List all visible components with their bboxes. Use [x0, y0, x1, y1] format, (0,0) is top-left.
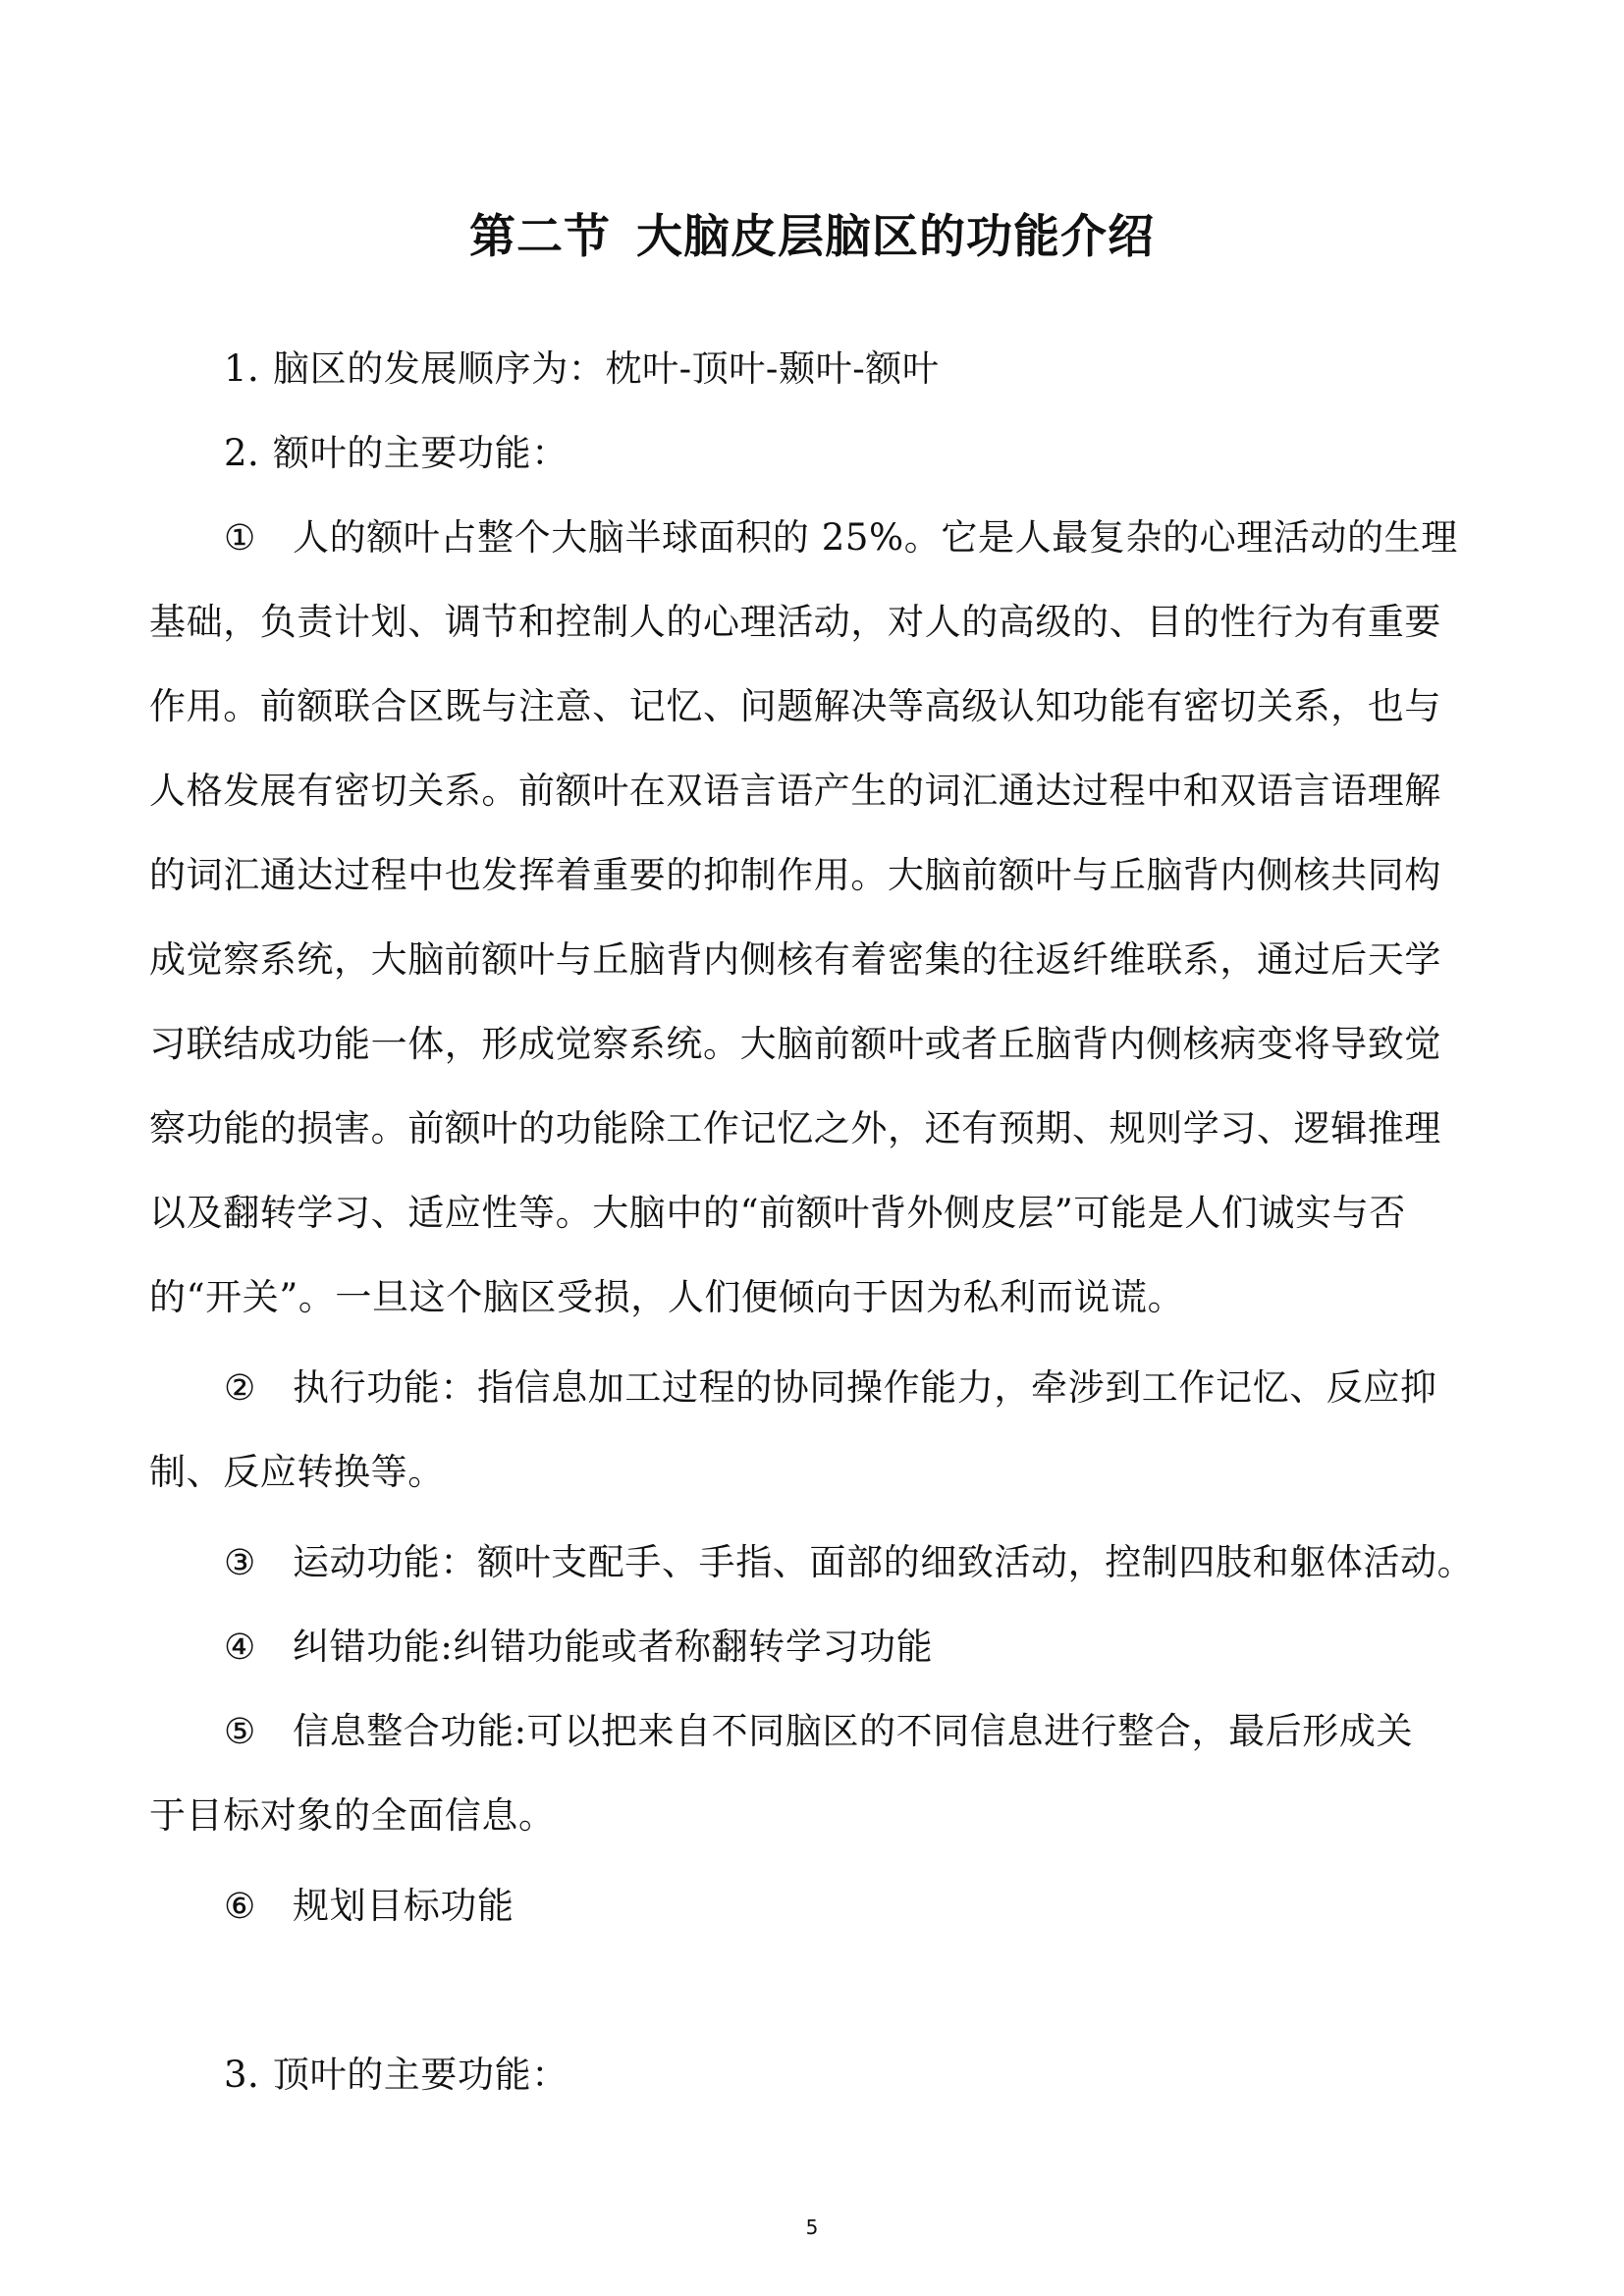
list-item-3	[224, 2052, 1559, 2099]
paragraph-frontal-6	[224, 1883, 1559, 1931]
paragraph-text: 运动功能：额叶支配手、手指、面部的细致活动，控制四肢和躯体活动。	[293, 1541, 1475, 1583]
item-text: 脑区的发展顺序为：枕叶-顶叶-颞叶-额叶	[273, 347, 940, 390]
paragraph-frontal-4	[224, 1624, 1559, 1672]
paragraph-frontal-1-line-8: 察功能的损害。前额叶的功能除工作记忆之外，还有预期、规则学习、逻辑推理	[149, 1107, 1441, 1149]
paragraph-frontal-1-line-4: 人格发展有密切关系。前额叶在双语言语产生的词汇通达过程中和双语言语理解	[149, 770, 1441, 812]
section-label: 第二节	[469, 210, 611, 264]
item-text: 额叶的主要功能：	[273, 432, 568, 474]
paragraph-frontal-1-line-2: 基础，负责计划、调节和控制人的心理活动，对人的高级的、目的性行为有重要	[149, 601, 1441, 643]
list-item-1	[224, 346, 1559, 393]
paragraph-frontal-2-line-1	[224, 1364, 1559, 1413]
paragraph-text: 规划目标功能	[293, 1885, 514, 1927]
paragraph-frontal-5-line-2: 于目标对象的全面信息。	[149, 1794, 556, 1837]
paragraph-text: 纠错功能:纠错功能或者称翻转学习功能	[293, 1626, 934, 1668]
paragraph-text: 人的额叶占整个大脑半球面积的 25%。它是人最复杂的心理活动的生理	[293, 516, 1458, 559]
paragraph-frontal-1-line-5: 的词汇通达过程中也发挥着重要的抑制作用。大脑前额叶与丘脑背内侧核共同构	[149, 854, 1441, 896]
paragraph-frontal-5-line-1	[224, 1708, 1559, 1756]
item-text: 顶叶的主要功能：	[273, 2054, 568, 2096]
paragraph-frontal-1-line-9: 以及翻转学习、适应性等。大脑中的“前额叶背外侧皮层”可能是人们诚实与否	[149, 1192, 1406, 1234]
paragraph-frontal-1-line-1	[224, 514, 1559, 562]
circled-number-3: ③	[224, 1543, 256, 1583]
page-title	[0, 208, 1624, 267]
section-name: 大脑皮层脑区的功能介绍	[636, 210, 1155, 264]
circled-number-4: ④	[224, 1628, 256, 1668]
circled-number-6: ⑥	[224, 1887, 256, 1927]
paragraph-text: 执行功能：指信息加工过程的协同操作能力，牵涉到工作记忆、反应抑	[293, 1366, 1437, 1409]
paragraph-text: 信息整合功能:可以把来自不同脑区的不同信息进行整合，最后形成关	[293, 1710, 1414, 1752]
circled-number-2: ②	[224, 1368, 256, 1409]
item-number: 1．	[224, 347, 285, 390]
paragraph-frontal-3	[224, 1539, 1559, 1587]
paragraph-frontal-1-line-3: 作用。前额联合区既与注意、记忆、问题解决等高级认知功能有密切关系，也与	[149, 685, 1441, 727]
item-number: 2．	[224, 432, 285, 474]
paragraph-frontal-2-line-2: 制、反应转换等。	[149, 1451, 445, 1493]
paragraph-frontal-1-line-7: 习联结成功能一体，形成觉察系统。大脑前额叶或者丘脑背内侧核病变将导致觉	[149, 1023, 1441, 1065]
item-number: 3．	[224, 2054, 285, 2096]
paragraph-frontal-1-line-10: 的“开关”。一旦这个脑区受损，人们便倾向于因为私利而说谎。	[149, 1276, 1185, 1318]
circled-number-5: ⑤	[224, 1712, 256, 1752]
circled-number-1: ①	[224, 518, 256, 559]
paragraph-frontal-1-line-6: 成觉察系统，大脑前额叶与丘脑背内侧核有着密集的往返纤维联系，通过后天学	[149, 938, 1441, 981]
list-item-2	[224, 430, 1559, 477]
page-number: 5	[805, 2216, 819, 2239]
